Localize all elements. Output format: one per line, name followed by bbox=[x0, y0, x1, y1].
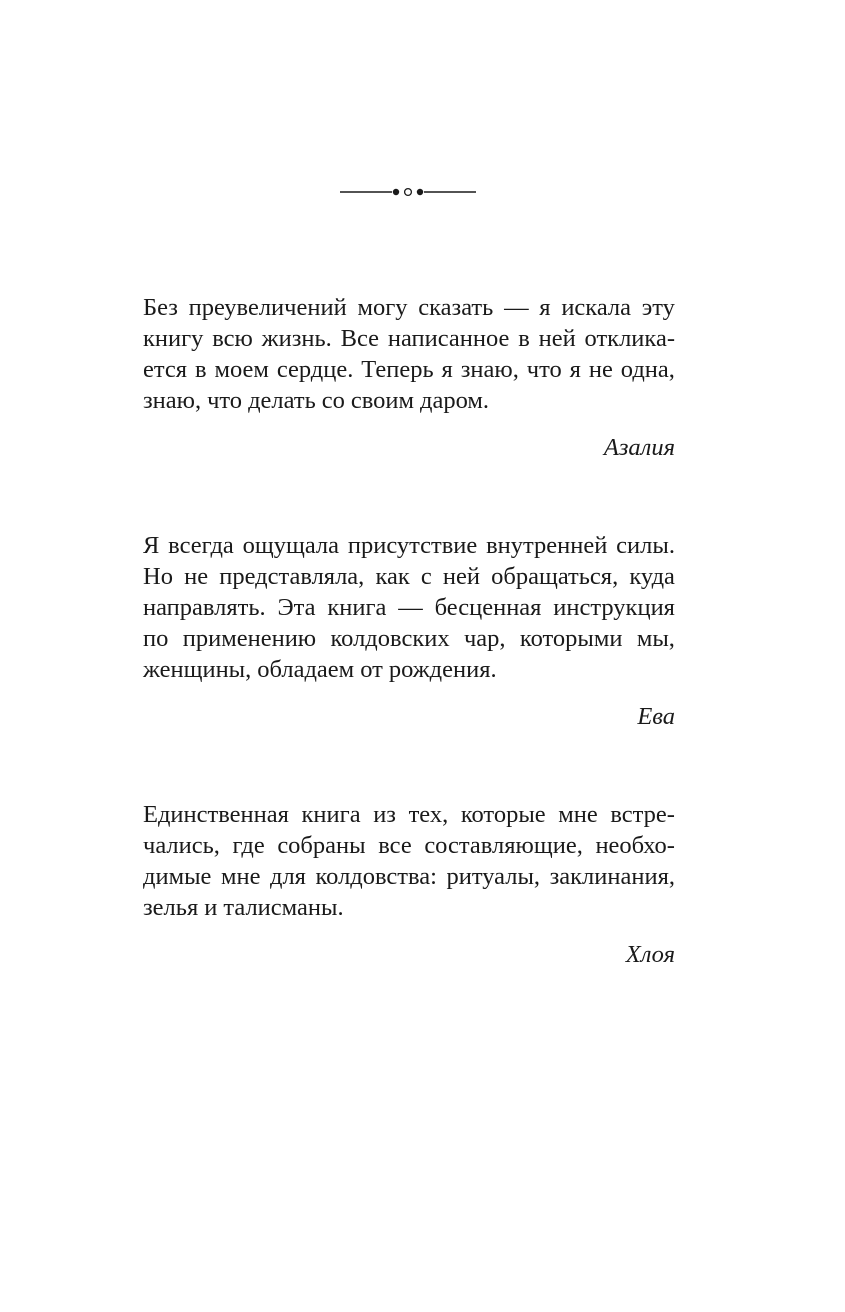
text-line: зелья и талисманы. bbox=[143, 894, 344, 921]
quote-author: Ева bbox=[637, 703, 675, 730]
review-quote bbox=[143, 799, 675, 970]
text-line: димые мне для колдовства: ритуалы, заклинания, bbox=[143, 863, 675, 890]
text-line: по применению колдовских чар, которыми мы, bbox=[143, 625, 675, 652]
text-line: Единственная книга из тех, которые мне встре- bbox=[143, 801, 675, 828]
text-line: знаю, что делать со своим даром. bbox=[143, 387, 490, 414]
quote-text bbox=[143, 530, 675, 685]
text-line: женщины, обладаем от рождения. bbox=[143, 656, 497, 683]
quote-text bbox=[143, 292, 675, 416]
text-line: ется в моем сердце. Теперь я знаю, что я не одна, bbox=[143, 356, 675, 383]
review-quote bbox=[143, 292, 675, 463]
text-line: книгу всю жизнь. Все написанное в ней отклика- bbox=[143, 325, 675, 352]
text-line: Без преувеличений могу сказать — я искала эту bbox=[143, 294, 675, 321]
quote-author: Азалия bbox=[603, 434, 675, 461]
quote-text bbox=[143, 799, 675, 923]
text-line: Но не представляла, как с ней обращаться, куда bbox=[143, 563, 675, 590]
text-line: направлять. Эта книга — бесценная инструкция bbox=[143, 594, 675, 621]
ornament-divider bbox=[340, 183, 476, 201]
text-line: Я всегда ощущала присутствие внутренней силы. bbox=[143, 532, 675, 559]
review-quote bbox=[143, 530, 675, 732]
quote-author: Хлоя bbox=[625, 941, 675, 968]
text-line: чались, где собраны все составляющие, необхо- bbox=[143, 832, 675, 859]
